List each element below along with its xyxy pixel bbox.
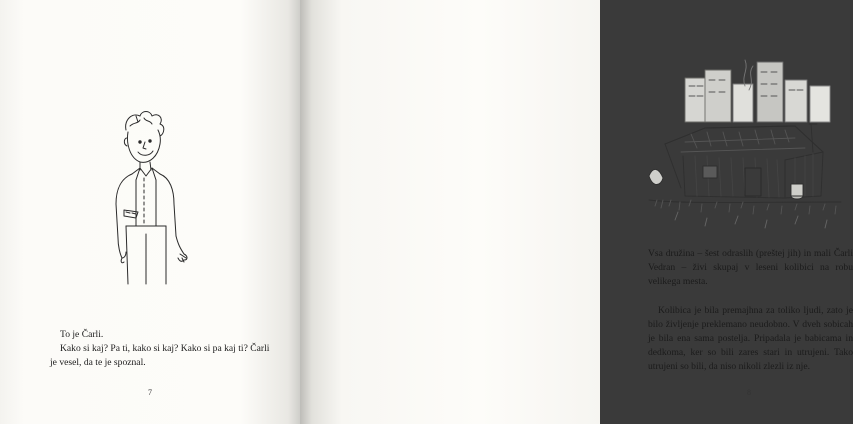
right-paragraph-2: Kolibica je bila premajhna za toliko ljudi, zato je bilo življenje preklemano neudobno. V dveh sobicah je bila ena sama postelja. Pripadala je babicama in dedkoma, ker so bili zares stari in utrujeni. Tako utrujeni so bili, da niso nikoli zlezli iz nje.	[648, 304, 853, 373]
shack-illustration	[645, 56, 845, 246]
left-page-text	[50, 328, 270, 371]
left-page-number: 7	[148, 388, 152, 397]
right-page-text	[648, 247, 853, 389]
right-page	[300, 0, 853, 424]
left-line-2: Kako si kaj? Pa ti, kako si kaj? Kako si pa kaj ti? Čarli je vesel, da te je spoznal.	[50, 343, 270, 369]
boy-illustration	[96, 108, 196, 286]
right-paragraph-1: Vsa družina – šest odraslih (preštej jih) in mali Čarli Vedran – živi skupaj v leseni kolibici na robu velikega mesta.	[648, 248, 853, 288]
left-line-1: To je Čarli.	[60, 329, 104, 340]
right-page-number: 8	[747, 388, 751, 397]
left-page	[0, 0, 300, 424]
